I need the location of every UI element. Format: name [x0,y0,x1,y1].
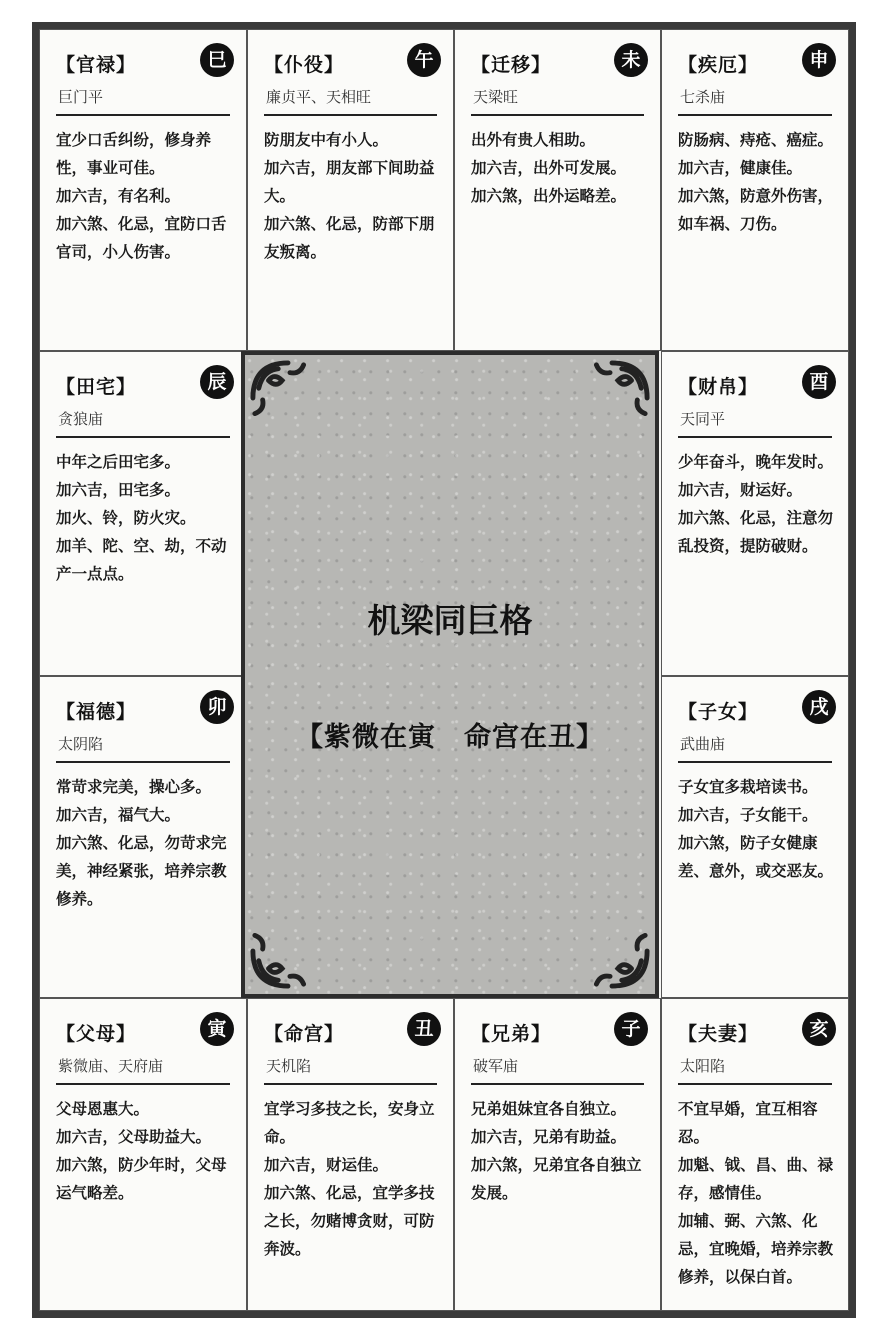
text-line: 加六吉，父母助益大。 [56,1128,212,1146]
palace-name: 【命宫】 [264,1023,345,1045]
text-line: 加辅、弼、六煞、化忌，宜晚婚，培养宗教修养，以保白首。 [678,1212,834,1286]
text-line: 加六吉，田宅多。 [56,481,181,499]
palace-qianyi [454,29,661,351]
branch-badge: 寅 [200,1012,234,1046]
text-line: 少年奋斗，晚年发时。 [678,453,834,471]
branch-badge: 卯 [200,690,234,724]
palace-stars: 天同平 [680,410,726,428]
palace-stars: 紫微庙、天府庙 [58,1057,164,1075]
palace-text [56,1095,232,1207]
palace-name: 【官禄】 [56,54,137,76]
palace-minggong [247,998,454,1311]
text-line: 中年之后田宅多。 [56,453,181,471]
palace-text [264,126,439,266]
branch-badge: 辰 [200,365,234,399]
divider [56,436,230,438]
text-line: 子女宜多栽培读书。 [678,778,818,796]
corner-ornament-icon [573,912,651,990]
center-panel [241,351,659,998]
divider [264,1083,437,1085]
text-line: 不宜早婚，宜互相容忍。 [678,1100,818,1146]
chart-title: 机梁同巨格 [367,601,533,640]
text-line: 防肠病、痔疮、癌症。 [678,131,834,149]
palace-text [678,1095,834,1291]
text-line: 加六吉，财运好。 [678,481,803,499]
palace-stars: 天机陷 [266,1057,312,1075]
palace-text [678,773,834,885]
corner-ornament-icon [249,359,327,437]
text-line: 加六吉，子女能干。 [678,806,818,824]
palace-xiongdi [454,998,661,1311]
divider [678,761,832,763]
text-line: 加六煞，防子女健康差、意外，或交恶友。 [678,834,834,880]
branch-badge: 午 [407,43,441,77]
text-line: 加六吉，兄弟有助益。 [471,1128,627,1146]
divider [471,1083,644,1085]
palace-text [56,773,232,913]
palace-name: 【子女】 [678,701,759,723]
divider [471,114,644,116]
chart-subtitle: 【紫微在寅 命宫在丑】 [296,722,604,753]
text-line: 加六煞，兄弟宜各自独立发展。 [471,1156,642,1202]
branch-badge: 未 [614,43,648,77]
palace-fuqi [661,998,849,1311]
palace-puyi [247,29,454,351]
palace-name: 【兄弟】 [471,1023,552,1045]
text-line: 加魁、钺、昌、曲、禄存，感情佳。 [678,1156,834,1202]
text-line: 加六煞，防意外伤害，如车祸、刀伤。 [678,187,834,233]
palace-stars: 廉贞平、天相旺 [266,88,372,106]
divider [56,761,230,763]
palace-text [678,126,834,238]
branch-badge: 巳 [200,43,234,77]
palace-fumu [39,998,247,1311]
text-line: 兄弟姐妹宜各自独立。 [471,1100,627,1118]
text-line: 加六吉，福气大。 [56,806,181,824]
branch-badge: 丑 [407,1012,441,1046]
divider [678,1083,832,1085]
palace-stars: 破军庙 [473,1057,519,1075]
branch-badge: 亥 [802,1012,836,1046]
palace-stars: 太阴陷 [58,735,104,753]
text-line: 加六吉，有名利。 [56,187,181,205]
divider [56,114,230,116]
palace-stars: 七杀庙 [680,88,726,106]
text-line: 加六煞、化忌，勿苛求完美，神经紧张，培养宗教修养。 [56,834,227,908]
palace-text [471,126,646,210]
text-line: 加六煞、化忌，宜学多技之长，勿赌博贪财，可防奔波。 [264,1184,435,1258]
corner-ornament-icon [573,359,651,437]
palace-name: 【田宅】 [56,376,137,398]
text-line: 加羊、陀、空、劫，不动产一点点。 [56,537,227,583]
palace-name: 【仆役】 [264,54,345,76]
palace-stars: 天梁旺 [473,88,519,106]
palace-guanlu [39,29,247,351]
text-line: 常苛求完美，操心多。 [56,778,212,796]
text-line: 加六吉，朋友部下间助益大。 [264,159,435,205]
branch-badge: 戌 [802,690,836,724]
branch-badge: 申 [802,43,836,77]
palace-name: 【疾厄】 [678,54,759,76]
branch-badge: 酉 [802,365,836,399]
palace-zinv [661,676,849,998]
text-line: 加六煞、化忌，宜防口舌官司，小人伤害。 [56,215,227,261]
text-line: 加火、铃，防火灾。 [56,509,196,527]
palace-name: 【财帛】 [678,376,759,398]
palace-text [471,1095,646,1207]
text-line: 加六吉，财运佳。 [264,1156,389,1174]
corner-ornament-icon [249,912,327,990]
text-line: 加六吉，健康佳。 [678,159,803,177]
text-line: 加六煞、化忌，防部下朋友叛离。 [264,215,435,261]
palace-name: 【父母】 [56,1023,137,1045]
text-line: 加六吉，出外可发展。 [471,159,627,177]
palace-stars: 太阳陷 [680,1057,726,1075]
text-line: 加六煞、化忌，注意勿乱投资，提防破财。 [678,509,834,555]
palace-name: 【福德】 [56,701,137,723]
palace-text [56,126,232,266]
palace-stars: 武曲庙 [680,735,726,753]
palace-jie [661,29,849,351]
text-line: 出外有贵人相助。 [471,131,596,149]
chart-frame [32,22,856,1318]
palace-text [264,1095,439,1263]
palace-caibo [661,351,849,676]
text-line: 防朋友中有小人。 [264,131,389,149]
divider [264,114,437,116]
text-line: 宜少口舌纠纷，修身养性，事业可佳。 [56,131,212,177]
palace-stars: 贪狼庙 [58,410,104,428]
palace-fude [39,676,247,998]
divider [56,1083,230,1085]
palace-tianzhai [39,351,247,676]
text-line: 宜学习多技之长，安身立命。 [264,1100,435,1146]
divider [678,436,832,438]
text-line: 加六煞，防少年时，父母运气略差。 [56,1156,227,1202]
branch-badge: 子 [614,1012,648,1046]
palace-stars: 巨门平 [58,88,104,106]
palace-name: 【夫妻】 [678,1023,759,1045]
divider [678,114,832,116]
palace-text [678,448,834,560]
text-line: 加六煞，出外运略差。 [471,187,627,205]
text-line: 父母恩惠大。 [56,1100,150,1118]
palace-name: 【迁移】 [471,54,552,76]
palace-text [56,448,232,588]
